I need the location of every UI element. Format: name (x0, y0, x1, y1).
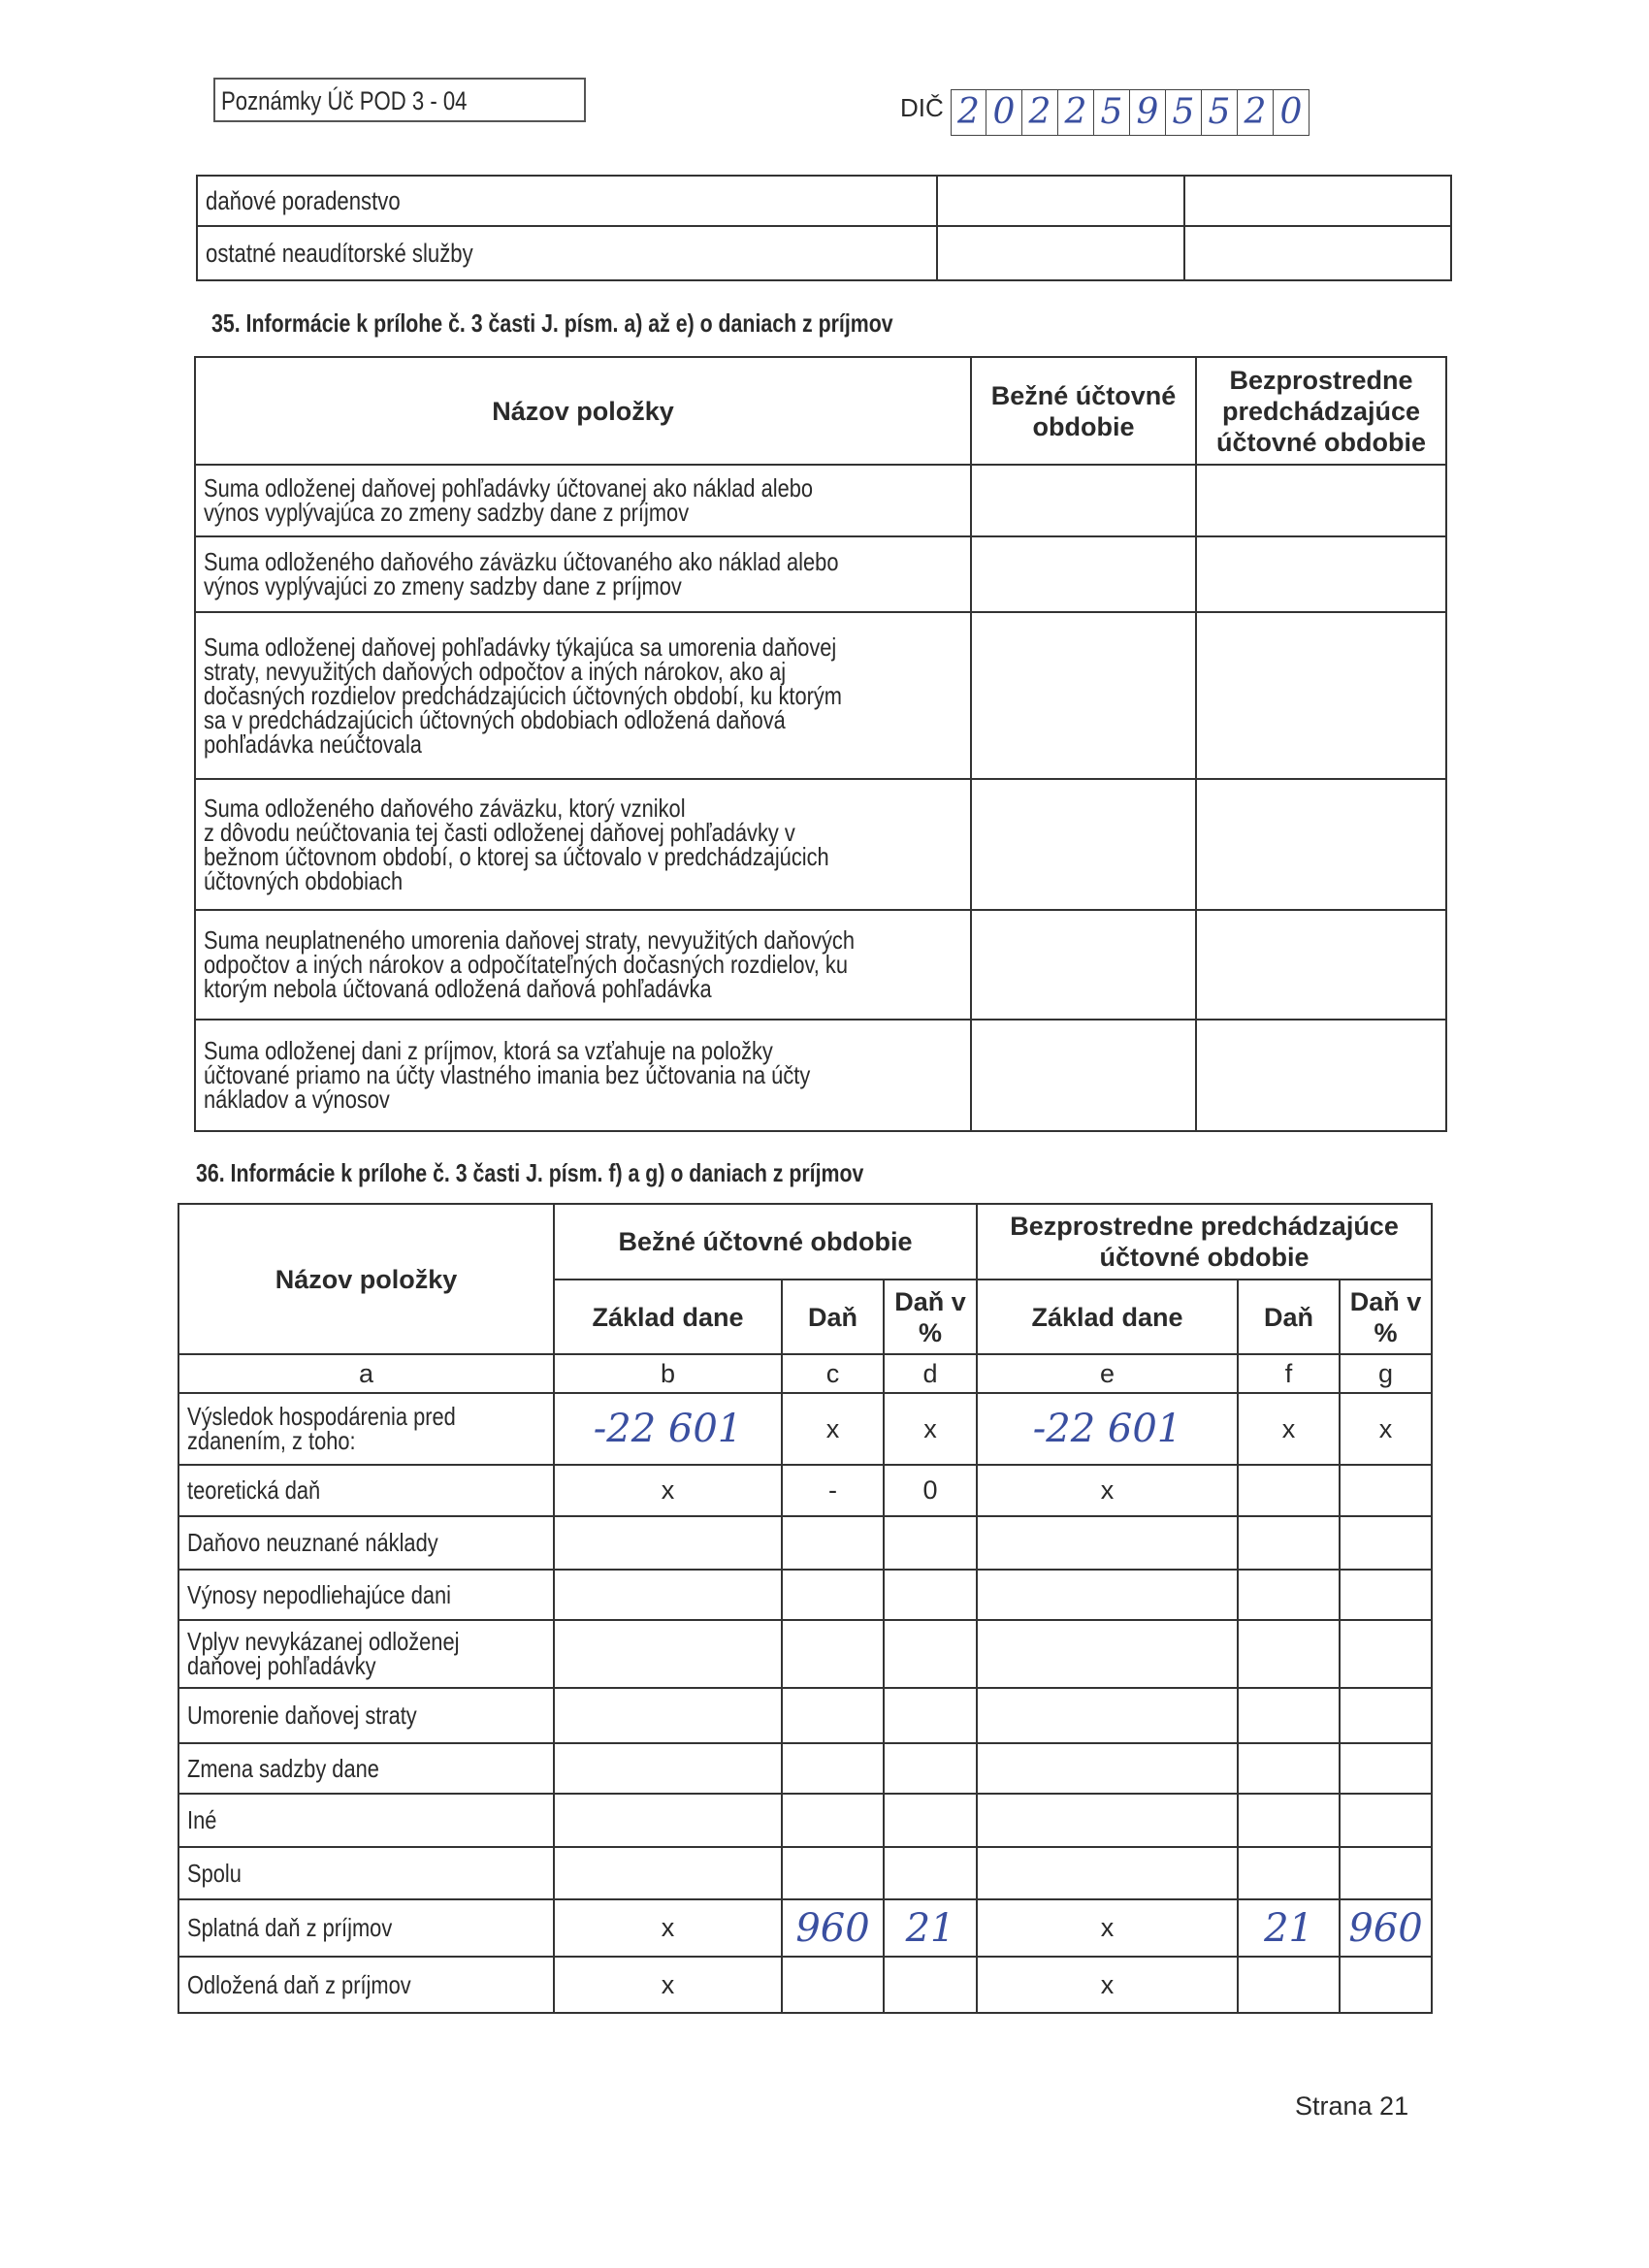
value-cell (1340, 1957, 1432, 2013)
form-label: Poznámky Úč POD 3 - 04 (221, 86, 468, 115)
value-cell (971, 910, 1196, 1020)
page-number: Strana 21 (1295, 2091, 1409, 2121)
value-cell (971, 612, 1196, 779)
header-previous: Bezprostredne predchádzajúce účtovné obdobie (977, 1204, 1432, 1280)
top-row-label (197, 176, 937, 226)
value-cell: x (977, 1899, 1238, 1957)
item-line: Suma odloženej dani z príjmov, ktorá sa vzťahuje na položky (204, 1036, 773, 1065)
value-cell (554, 1620, 782, 1688)
header-name: Názov položky (178, 1204, 554, 1354)
item-line: ktorým nebola účtovaná odložená daňová pohľadávka (204, 974, 712, 1003)
value-cell (1238, 1794, 1340, 1847)
value-cell (884, 1957, 977, 2013)
dic-digit: 5 (1202, 89, 1238, 136)
item-name (178, 1957, 554, 2013)
item-line: Suma neuplatneného umorenia daňovej straty, nevyužitých daňových (204, 925, 855, 955)
value-cell (1238, 1957, 1340, 2013)
item-name (195, 910, 971, 1020)
item-name (178, 1899, 554, 1957)
item-text: Umorenie daňovej straty (187, 1701, 417, 1730)
value-cell (977, 1794, 1238, 1847)
section35-table (194, 356, 1447, 1132)
value-cell (971, 1020, 1196, 1131)
value-cell: 960 (1340, 1899, 1432, 1957)
column-letter: c (782, 1354, 884, 1393)
item-name (178, 1688, 554, 1743)
value-cell: x (554, 1465, 782, 1516)
table-row (178, 1393, 1432, 1465)
table-row (178, 1794, 1432, 1847)
item-text: Odložená daň z príjmov (187, 1969, 411, 1999)
header-current: Bežné účtovné obdobie (971, 357, 1196, 465)
item-line: Suma odloženého daňového záväzku účtovaného ako náklad alebo (204, 547, 839, 576)
table-row (195, 910, 1446, 1020)
item-line: výnos vyplývajúci zo zmeny sadzby dane z príjmov (204, 571, 682, 600)
value-cell (1340, 1570, 1432, 1620)
value-cell (977, 1516, 1238, 1570)
value-cell (977, 1688, 1238, 1743)
cell (1184, 176, 1451, 226)
item-text: Vplyv nevykázanej odloženej daňovej pohľadávky (187, 1627, 460, 1680)
value-cell (884, 1688, 977, 1743)
column-letter: g (1340, 1354, 1432, 1393)
value-cell (1196, 536, 1446, 612)
value-cell (554, 1847, 782, 1899)
item-name (178, 1743, 554, 1794)
value-cell (971, 465, 1196, 536)
value-cell: - (782, 1465, 884, 1516)
dic-digit: 2 (1238, 89, 1274, 136)
value-cell: x (884, 1393, 977, 1465)
value-cell (1238, 1620, 1340, 1688)
subheader: Daň v % (884, 1280, 977, 1354)
item-text: Iné (187, 1805, 217, 1834)
item-line: účtovných obdobiach (204, 865, 404, 895)
column-letter: b (554, 1354, 782, 1393)
value-cell (1340, 1516, 1432, 1570)
value-cell (1238, 1516, 1340, 1570)
value-cell (1238, 1847, 1340, 1899)
column-letter: d (884, 1354, 977, 1393)
value-cell: x (1238, 1393, 1340, 1465)
value-cell (1238, 1688, 1340, 1743)
value-cell (554, 1743, 782, 1794)
dic-field (951, 89, 1310, 136)
value-cell (782, 1570, 884, 1620)
table-row (178, 1465, 1432, 1516)
value-cell (884, 1516, 977, 1570)
value-cell (977, 1620, 1238, 1688)
item-text: Zmena sadzby dane (187, 1753, 379, 1783)
value-cell (971, 536, 1196, 612)
table-row (195, 1020, 1446, 1131)
table-row (178, 1620, 1432, 1688)
subheader: Základ dane (977, 1280, 1238, 1354)
title-text: 36. Informácie k prílohe č. 3 časti J. písm. f) a g) o daniach z príjmov (196, 1158, 864, 1187)
top-table (196, 175, 1452, 281)
value-cell (884, 1847, 977, 1899)
value-cell: x (782, 1393, 884, 1465)
item-line: odpočtov a iných nárokov a odpočítateľných dočasných rozdielov, ku (204, 950, 848, 979)
item-line: sa v predchádzajúcich účtovných obdobiach odložená daňová (204, 704, 786, 734)
dic-digit: 5 (1094, 89, 1130, 136)
column-letter: a (178, 1354, 554, 1393)
item-name (178, 1794, 554, 1847)
value-cell (1340, 1847, 1432, 1899)
item-line: bežnom účtovnom období, o ktorej sa účtovalo v predchádzajúcich (204, 841, 829, 871)
value-cell (971, 779, 1196, 910)
value-cell (554, 1570, 782, 1620)
section36-title (196, 1158, 1010, 1188)
dic-digit: 5 (1166, 89, 1202, 136)
value-cell (554, 1688, 782, 1743)
item-text: teoretická daň (187, 1475, 321, 1505)
value-cell (782, 1688, 884, 1743)
dic-digit: 2 (951, 89, 986, 136)
table-row (195, 536, 1446, 612)
cell (937, 226, 1184, 280)
value-cell (554, 1794, 782, 1847)
column-letter: e (977, 1354, 1238, 1393)
dic-digit: 9 (1130, 89, 1166, 136)
value-cell: 0 (884, 1465, 977, 1516)
label-text: ostatné neaudítorské služby (206, 238, 473, 268)
value-cell (1196, 1020, 1446, 1131)
value-cell (1340, 1465, 1432, 1516)
value-cell (1196, 465, 1446, 536)
top-row-label (197, 226, 937, 280)
item-name (195, 612, 971, 779)
item-text: Daňovo neuznané náklady (187, 1528, 438, 1557)
form-label-box (213, 78, 586, 122)
table-row (178, 1516, 1432, 1570)
item-name (195, 1020, 971, 1131)
subheader: Daň v % (1340, 1280, 1432, 1354)
cell (937, 176, 1184, 226)
dic-label: DIČ (900, 93, 944, 122)
dic-digit: 2 (1058, 89, 1094, 136)
value-cell (782, 1620, 884, 1688)
value-cell (1340, 1794, 1432, 1847)
value-cell: 21 (1238, 1899, 1340, 1957)
value-cell: x (554, 1899, 782, 1957)
value-cell (977, 1570, 1238, 1620)
value-cell: x (977, 1957, 1238, 2013)
header-name: Názov položky (195, 357, 971, 465)
value-cell (977, 1743, 1238, 1794)
value-cell (1196, 779, 1446, 910)
item-line: účtované priamo na účty vlastného imania bez účtovania na účty (204, 1060, 811, 1089)
item-name (195, 536, 971, 612)
value-cell (1238, 1465, 1340, 1516)
item-line: z dôvodu neúčtovania tej časti odloženej daňovej pohľadávky v (204, 817, 795, 847)
value-cell (884, 1794, 977, 1847)
value-cell (1238, 1743, 1340, 1794)
item-name (178, 1516, 554, 1570)
header-current: Bežné účtovné obdobie (554, 1204, 977, 1280)
subheader: Daň (782, 1280, 884, 1354)
item-line: výnos vyplývajúca zo zmeny sadzby dane z príjmov (204, 498, 690, 527)
subheader: Základ dane (554, 1280, 782, 1354)
value-cell: x (554, 1957, 782, 2013)
table-row (178, 1570, 1432, 1620)
table-row (178, 1957, 1432, 2013)
value-cell (1238, 1570, 1340, 1620)
header-previous: Bezprostredne predchádzajúce účtovné obdobie (1196, 357, 1446, 465)
item-line: pohľadávka neúčtovala (204, 729, 422, 759)
value-cell: 21 (884, 1899, 977, 1957)
value-cell (1340, 1743, 1432, 1794)
item-text: Výsledok hospodárenia pred zdanením, z toho: (187, 1402, 456, 1455)
item-name (178, 1847, 554, 1899)
table-row (195, 779, 1446, 910)
value-cell (782, 1516, 884, 1570)
value-cell (1340, 1688, 1432, 1743)
dic-digit: 0 (986, 89, 1022, 136)
value-cell (782, 1794, 884, 1847)
value-cell (782, 1847, 884, 1899)
item-line: Suma odloženej daňovej pohľadávky týkajúca sa umorenia daňovej (204, 632, 837, 662)
value-cell (782, 1957, 884, 2013)
dic-digit: 0 (1274, 89, 1310, 136)
label-text: daňové poradenstvo (206, 185, 401, 215)
item-name (178, 1393, 554, 1465)
value-cell (977, 1847, 1238, 1899)
table-row (178, 1899, 1432, 1957)
item-name (195, 465, 971, 536)
value-cell: x (977, 1465, 1238, 1516)
section36-table (178, 1203, 1433, 2014)
section35-title (211, 308, 1043, 339)
subheader: Daň (1238, 1280, 1340, 1354)
item-name (178, 1620, 554, 1688)
value-cell (554, 1516, 782, 1570)
value-cell: 960 (782, 1899, 884, 1957)
value-cell (1340, 1620, 1432, 1688)
dic-digit: 2 (1022, 89, 1058, 136)
item-name (178, 1570, 554, 1620)
item-name (178, 1465, 554, 1516)
item-name (195, 779, 971, 910)
item-line: straty, nevyužitých daňových odpočtov a iných nárokov, ako aj (204, 656, 787, 686)
cell (1184, 226, 1451, 280)
value-cell (782, 1743, 884, 1794)
table-row (178, 1743, 1432, 1794)
value-cell: -22 601 (977, 1393, 1238, 1465)
table-row (195, 465, 1446, 536)
value-cell (884, 1743, 977, 1794)
item-text: Spolu (187, 1858, 242, 1888)
title-text: 35. Informácie k prílohe č. 3 časti J. písm. a) až e) o daniach z príjmov (211, 308, 893, 338)
item-line: Suma odloženého daňového záväzku, ktorý vznikol (204, 793, 686, 823)
item-line: Suma odloženej daňovej pohľadávky účtovanej ako náklad alebo (204, 473, 814, 502)
item-text: Splatná daň z príjmov (187, 1913, 393, 1942)
table-row (195, 612, 1446, 779)
value-cell (1196, 910, 1446, 1020)
value-cell: x (1340, 1393, 1432, 1465)
item-text: Výnosy nepodliehajúce dani (187, 1579, 451, 1609)
value-cell (884, 1620, 977, 1688)
table-row (178, 1688, 1432, 1743)
value-cell: -22 601 (554, 1393, 782, 1465)
table-row (178, 1847, 1432, 1899)
item-line: nákladov a výnosov (204, 1085, 390, 1114)
column-letter: f (1238, 1354, 1340, 1393)
value-cell (884, 1570, 977, 1620)
item-line: dočasných rozdielov predchádzajúcich účtovných období, ku ktorým (204, 680, 842, 710)
value-cell (1196, 612, 1446, 779)
